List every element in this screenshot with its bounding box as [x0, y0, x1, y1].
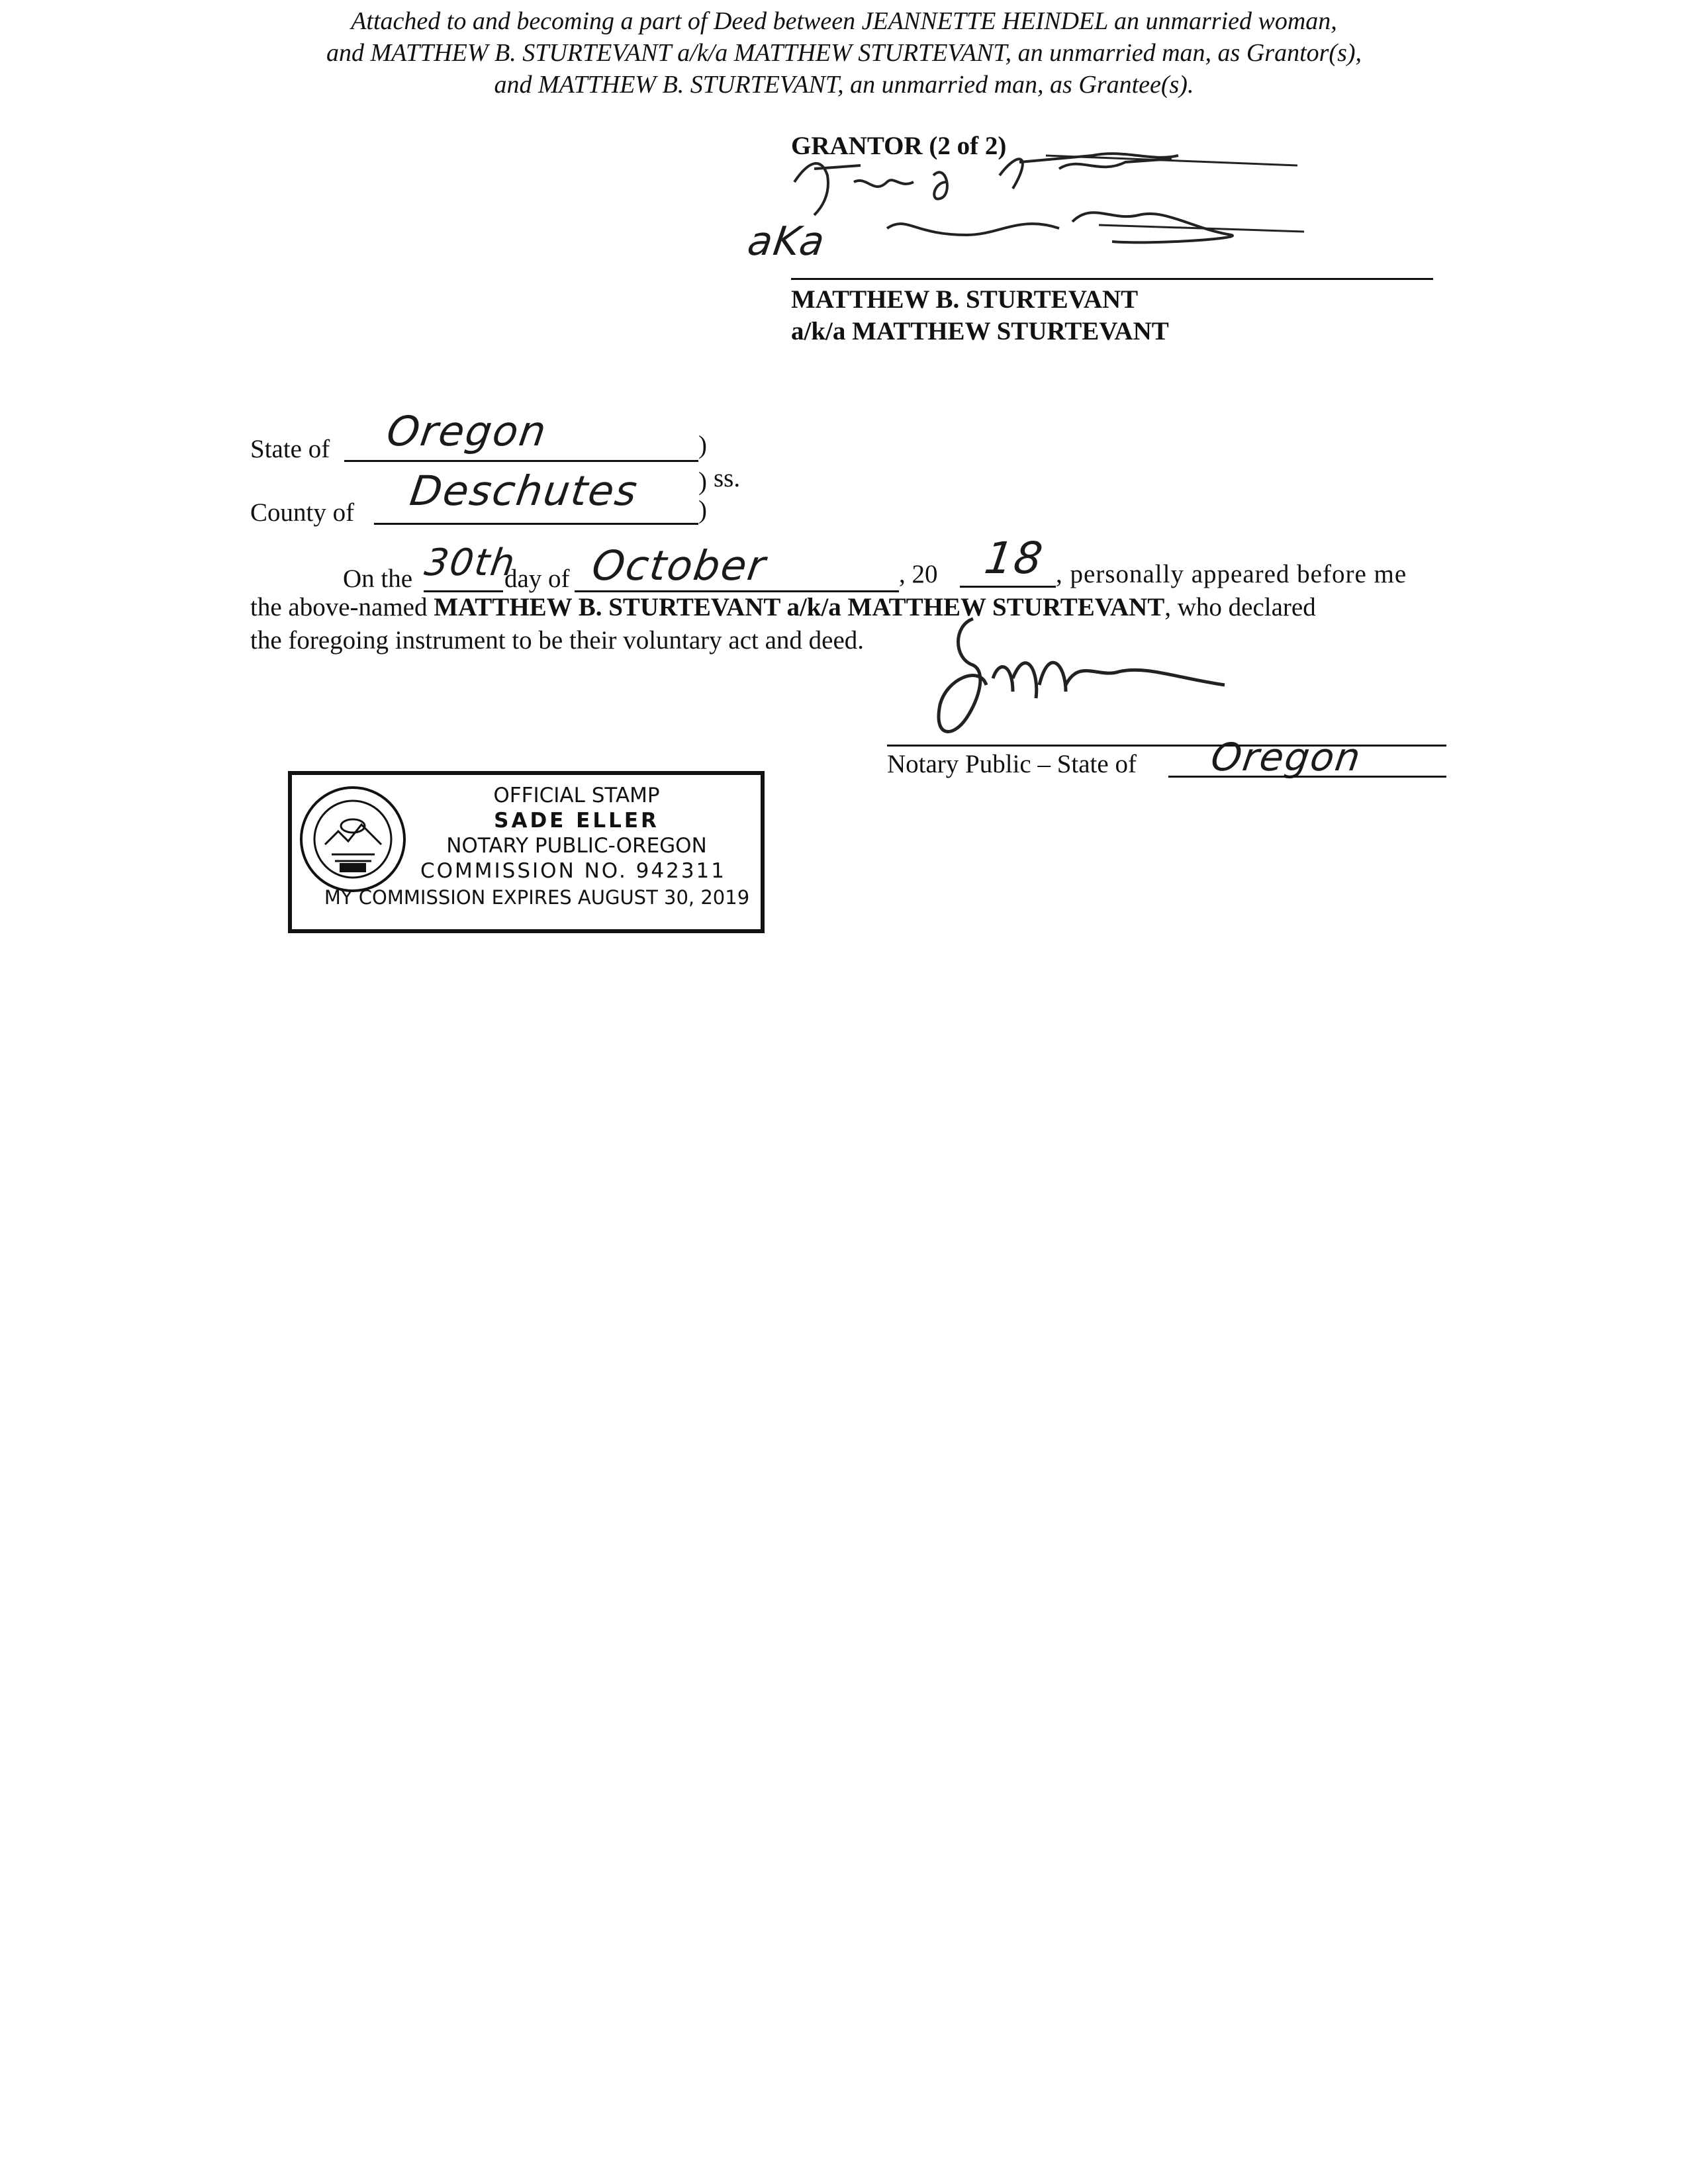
acknowledged-party: MATTHEW B. STURTEVANT a/k/a MATTHEW STURTEVANT: [434, 593, 1165, 621]
on-the-label: On the: [343, 565, 413, 593]
county-of-value: Deschutes: [406, 467, 641, 515]
notary-state-value: Oregon: [1208, 735, 1365, 780]
stamp-notary-public: NOTARY PUBLIC-OREGON: [446, 834, 707, 858]
county-paren-bottom: ): [698, 496, 707, 524]
notary-signature: [927, 606, 1244, 764]
header-line-3: and MATTHEW B. STURTEVANT, an unmarried man, as Grantee(s).: [494, 71, 1194, 99]
state-of-line: [344, 460, 698, 462]
notary-state-line: [1168, 776, 1446, 778]
grantor-name-line-1: MATTHEW B. STURTEVANT: [791, 285, 1139, 314]
county-paren-top: ): [698, 467, 707, 496]
deed-attachment-header: [238, 5, 1450, 101]
grantor-name-line-2: a/k/a MATTHEW STURTEVANT: [791, 317, 1169, 345]
state-of-label: State of: [250, 435, 330, 463]
stamp-commission-expires: MY COMMISSION EXPIRES AUGUST 30, 2019: [324, 886, 750, 909]
header-line-2: and MATTHEW B. STURTEVANT a/k/a MATTHEW STURTEVANT, an unmarried man, as Grantor(s),: [326, 39, 1362, 67]
county-of-label: County of: [250, 498, 355, 527]
county-of-line: [374, 523, 698, 525]
stamp-title: OFFICIAL STAMP: [493, 784, 660, 807]
state-paren: ): [698, 431, 707, 459]
day-value: 30th: [422, 541, 519, 584]
state-of-value: Oregon: [383, 407, 551, 455]
stamp-notary-name: SADE ELLER: [494, 809, 659, 833]
year-line: [960, 586, 1056, 588]
month-value: October: [588, 541, 770, 590]
official-notary-stamp: [288, 771, 765, 933]
notary-public-label: Notary Public – State of: [887, 750, 1137, 778]
ss-label: ss.: [714, 464, 741, 492]
oregon-state-seal-icon: [299, 785, 408, 894]
acknowledgment-line-3: the foregoing instrument to be their voluntary act and deed.: [250, 626, 865, 655]
year-value: 18: [981, 533, 1047, 584]
after-year-text: , personally appeared before me: [1056, 560, 1407, 588]
grantor-signature-line: [791, 278, 1433, 280]
header-line-1: Attached to and becoming a part of Deed between JEANNETTE HEINDEL an unmarried woman,: [351, 7, 1337, 35]
year-prefix: , 20: [899, 560, 938, 588]
stamp-commission-number: COMMISSION NO. 942311: [420, 859, 726, 883]
grantor-label: GRANTOR (2 of 2): [791, 132, 1007, 160]
grantor-signature: [781, 136, 1311, 281]
day-of-label: day of: [504, 565, 570, 593]
grantor-aka-handwritten: aKa: [745, 218, 829, 265]
acknowledgment-line-2: the above-named MATTHEW B. STURTEVANT a/k/a MATTHEW STURTEVANT, who declared: [250, 593, 1316, 621]
